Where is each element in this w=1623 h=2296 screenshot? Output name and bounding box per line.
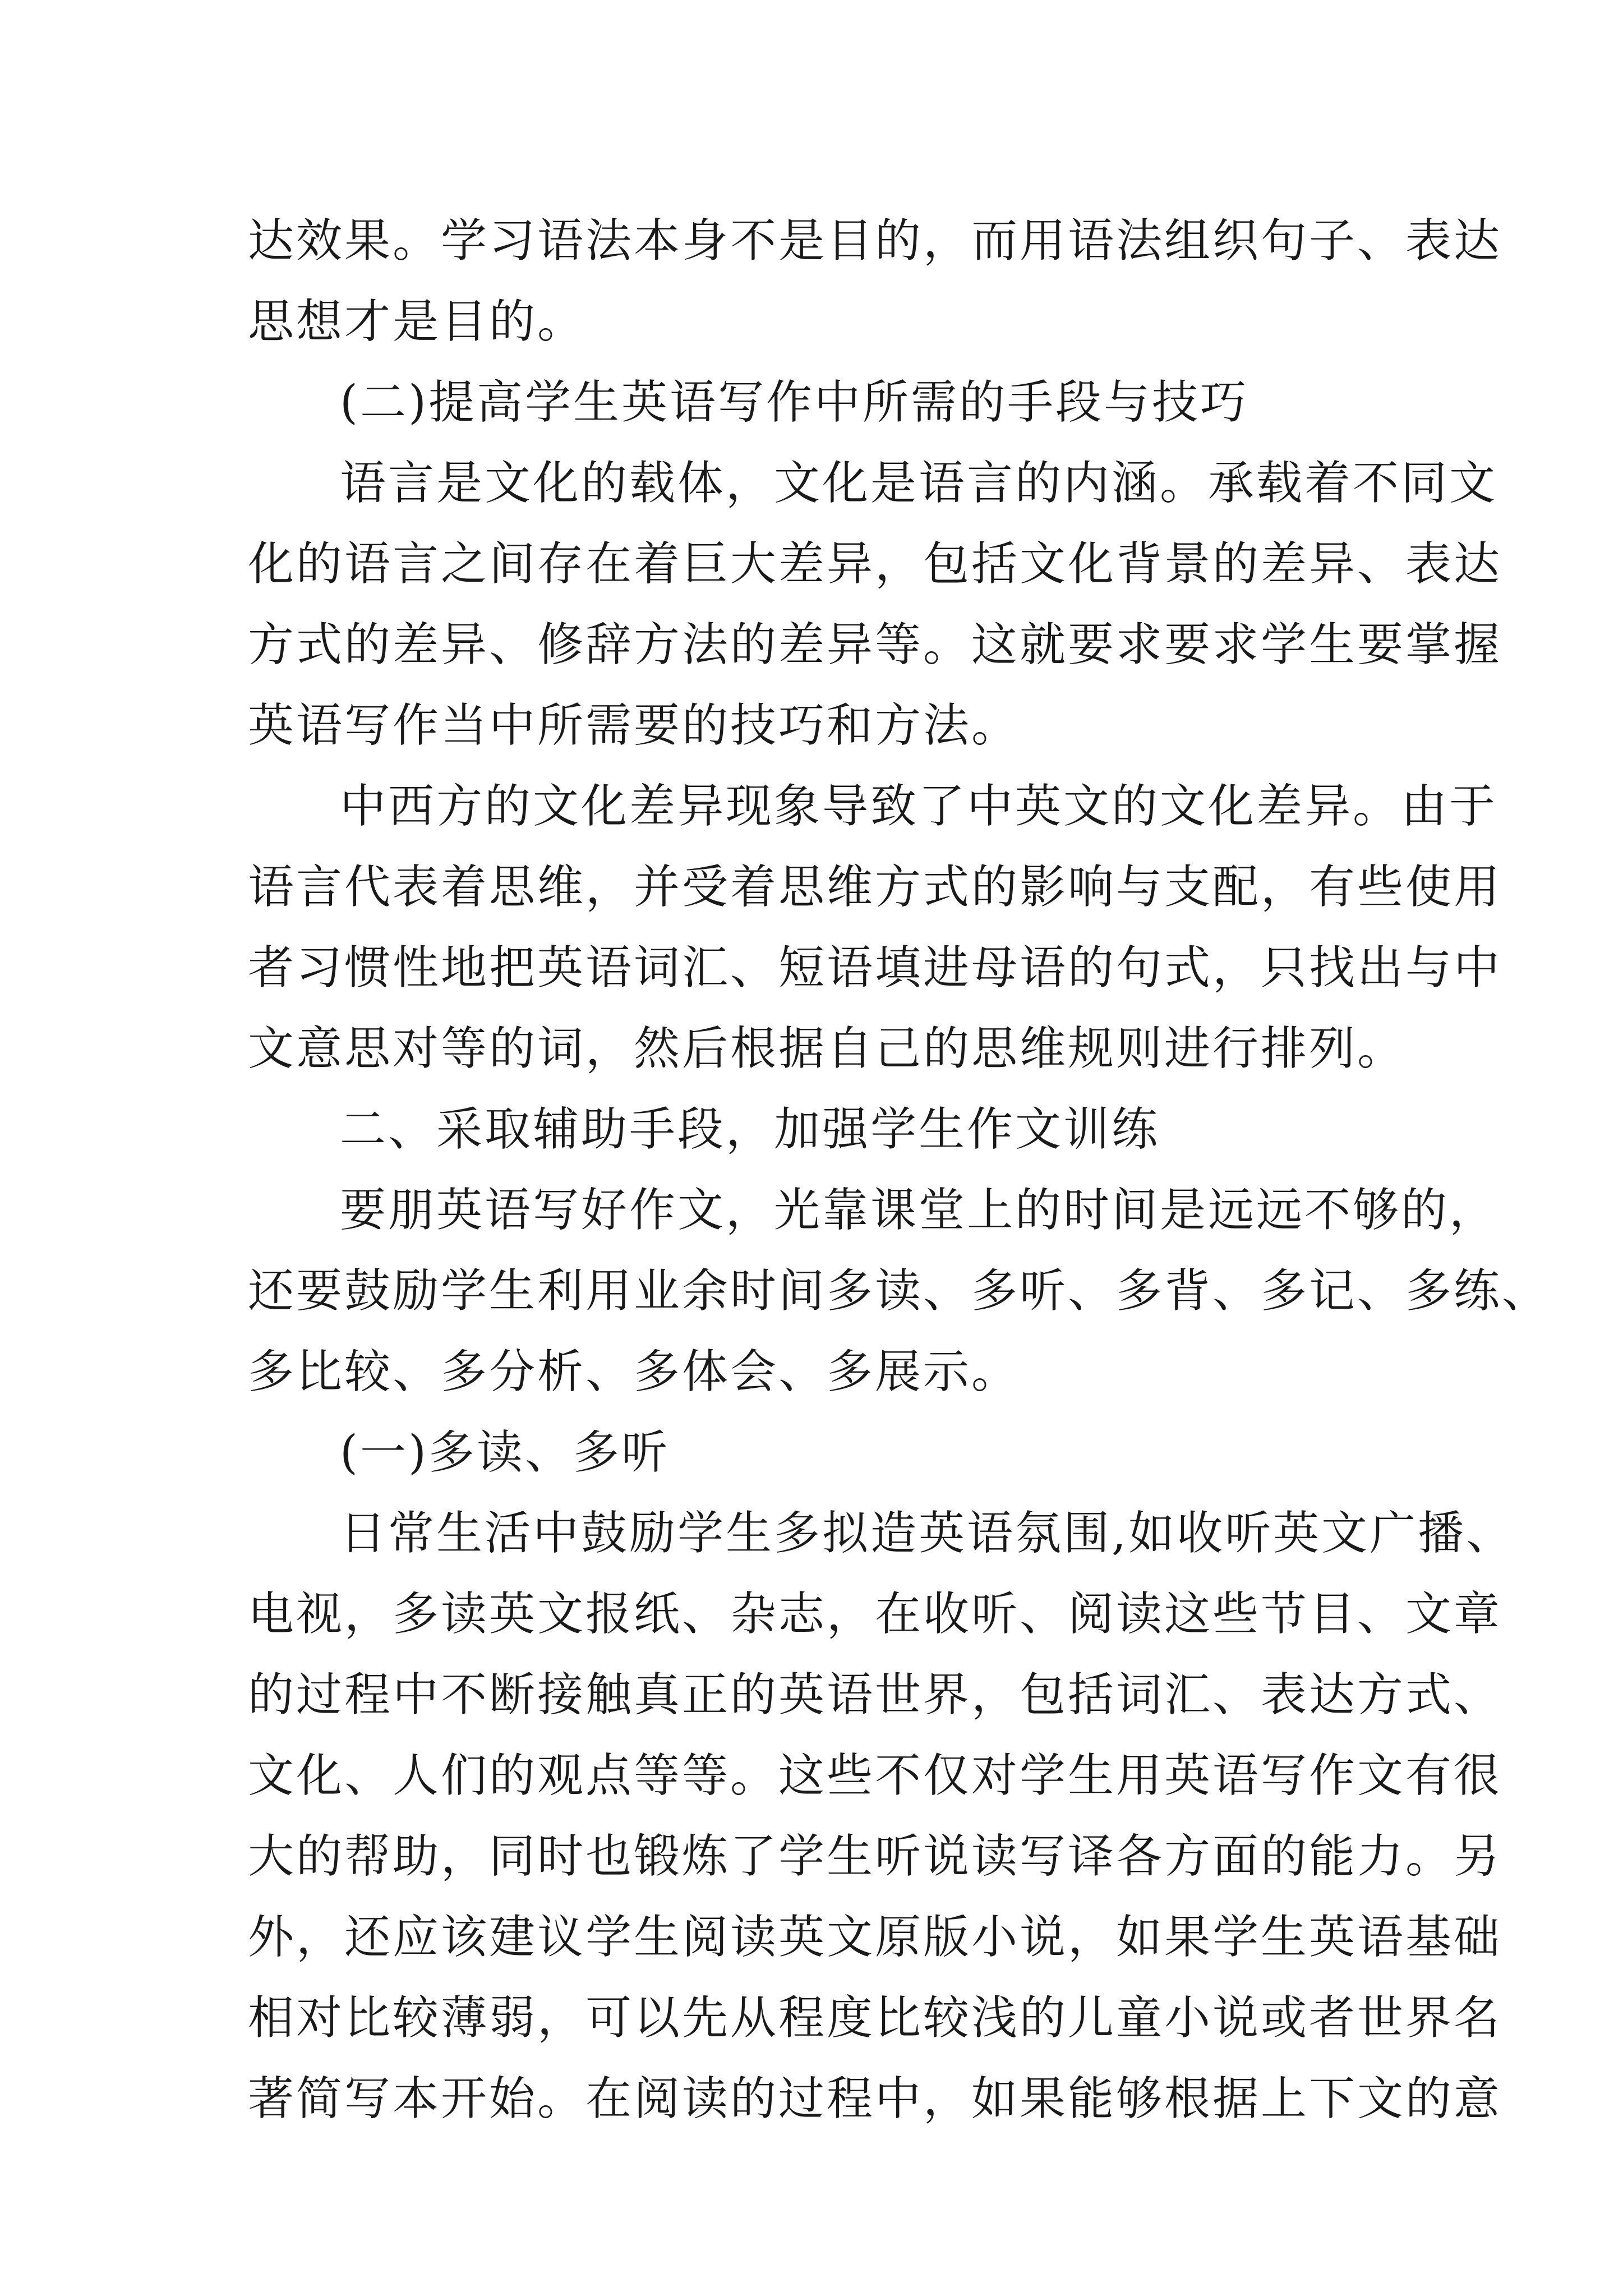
text-line: 著简写本开始。在阅读的过程中，如果能够根据上下文的意	[248, 2072, 1502, 2125]
text-line: 化的语言之间存在着巨大差异，包括文化背景的差异、表达	[248, 537, 1502, 591]
text-line: 语言是文化的载体，文化是语言的内涵。承载着不同文	[340, 457, 1498, 510]
text-line: 文意思对等的词，然后根据自己的思维规则进行排列。	[248, 1022, 1406, 1075]
text-line: 相对比较薄弱，可以先从程度比较浅的儿童小说或者世界名	[248, 1991, 1502, 2045]
document-body	[248, 201, 1551, 2139]
text-line: 文化、人们的观点等等。这些不仅对学生用英语写作文有很	[248, 1749, 1502, 1802]
text-line: 大的帮助，同时也锻炼了学生听说读写译各方面的能力。另	[248, 1830, 1502, 1883]
text-line: (二)提高学生英语写作中所需的手段与技巧	[340, 376, 1248, 429]
text-line: 要朋英语写好作文，光靠课堂上的时间是远远不够的，	[340, 1184, 1498, 1237]
text-line: 日常生活中鼓励学生多拟造英语氛围,如收听英文广播、	[340, 1507, 1515, 1560]
text-line: 者习惯性地把英语词汇、短语填进母语的句式，只找出与中	[248, 941, 1502, 995]
text-line: 电视，多读英文报纸、杂志，在收听、阅读这些节目、文章	[248, 1588, 1502, 1641]
text-line: 思想才是目的。	[248, 295, 586, 348]
text-line: 还要鼓励学生利用业余时间多读、多听、多背、多记、多练、	[248, 1264, 1551, 1318]
text-line: 中西方的文化差异现象导致了中英文的文化差异。由于	[340, 780, 1498, 833]
text-line: 的过程中不断接触真正的英语世界，包括词汇、表达方式、	[248, 1668, 1502, 1722]
text-line: 方式的差异、修辞方法的差异等。这就要求要求学生要掌握	[248, 618, 1502, 671]
text-line: 达效果。学习语法本身不是目的，而用语法组织句子、表达	[248, 214, 1502, 268]
text-line: 二、采取辅助手段，加强学生作文训练	[340, 1103, 1160, 1156]
text-line: 外，还应该建议学生阅读英文原版小说，如果学生英语基础	[248, 1911, 1502, 1964]
text-line: 英语写作当中所需要的技巧和方法。	[248, 699, 1020, 752]
text-line: (一)多读、多听	[340, 1426, 670, 1479]
text-line: 语言代表着思维，并受着思维方式的影响与支配，有些使用	[248, 861, 1502, 914]
text-line: 多比较、多分析、多体会、多展示。	[248, 1345, 1020, 1398]
